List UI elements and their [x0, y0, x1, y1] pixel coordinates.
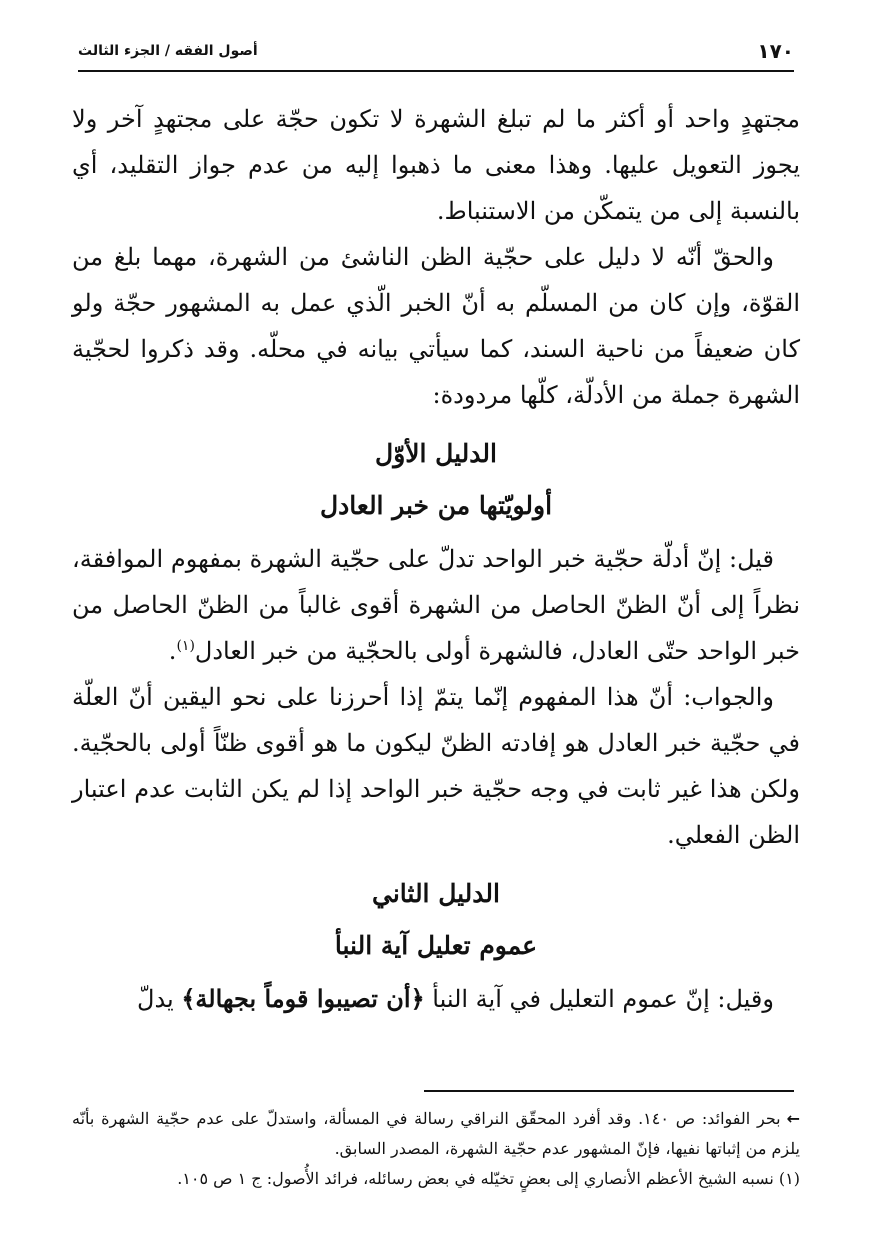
section-heading-second-proof: الدليل الثاني	[371, 879, 500, 908]
page-header	[78, 34, 794, 68]
footnote-divider	[424, 1090, 794, 1092]
page-number: ١٧٠	[757, 39, 794, 63]
paragraph-5	[72, 976, 800, 1022]
running-title: أصول الفقه / الجزء الثالث	[78, 43, 258, 59]
footnote-continued	[72, 1104, 800, 1164]
footnote-continued-text: بحر الفوائد: ص ١٤٠. وقد أفرد المحقّق النراقي رسالة في المسألة، واستدلّ على عدم حجّية الشهرة بأنّه يلزم من إثباتها نفيها، فإنّ المشهور عدم حجّية الشهرة، المصدر السابق.	[72, 1109, 800, 1158]
paragraph-3	[72, 536, 800, 674]
paragraph-1: مجتهدٍ واحد أو أكثر ما لم تبلغ الشهرة لا تكون حجّة على مجتهدٍ آخر ولا يجوز التعويل عليها. وهذا معنى ما ذهبوا إليه من عدم جواز التقليد، أي بالنسبة إلى من يتمكّن من الاستنباط.	[72, 105, 800, 225]
continuation-arrow-icon: ←	[786, 1109, 801, 1128]
section-heading-first-proof: الدليل الأوّل	[375, 439, 497, 468]
paragraph-5-text: وقيل: إنّ عموم التعليل في آية النبأ	[424, 985, 774, 1013]
footnote-1	[72, 1164, 800, 1194]
footnotes	[72, 1104, 800, 1194]
main-text	[72, 96, 800, 1022]
footnote-1-text: نسبه الشيخ الأعظم الأنصاري إلى بعضٍ تخيّله في بعض رسائله، فرائد الأُصول: ج ١ ص ١٠٥.	[177, 1169, 774, 1188]
paragraph-5-end: يدلّ	[137, 985, 182, 1013]
quran-quote: ﴿أن تصيبوا قوماً بجهالة﴾	[181, 984, 425, 1013]
section-subheading-priority: أولويّتها من خبر العادل	[319, 491, 553, 520]
section-subheading-naba-verse: عموم تعليل آية النبأ	[334, 931, 538, 960]
header-divider	[78, 70, 794, 72]
paragraph-4: والجواب: أنّ هذا المفهوم إنّما يتمّ إذا أحرزنا على نحو اليقين أنّ العلّة في حجّية خبر العادل هو إفادته الظنّ ليكون ما هو أقوى ظنّاً أولى بالحجّية. ولكن هذا غير ثابت في وجه حجّية خبر الواحد إذا لم يكن الثابت عدم اعتبار الظن الفعلي.	[72, 683, 800, 849]
footnote-1-marker: (١)	[778, 1169, 800, 1188]
paragraph-3-text: قيل: إنّ أدلّة حجّية خبر الواحد تدلّ على حجّية الشهرة بمفهوم الموافقة، نظراً إلى أنّ الظنّ الحاصل من الشهرة أقوى غالباً من الظنّ الحاصل من خبر الواحد حتّى العادل، فالشهرة أولى بالحجّية من خبر العادل	[72, 545, 800, 665]
footnote-reference-1[interactable]: (١)	[176, 638, 195, 654]
paragraph-3-end: .	[168, 637, 177, 665]
paragraph-2: والحقّ أنّه لا دليل على حجّية الظن الناشئ من الشهرة، مهما بلغ من القوّة، وإن كان من المسلّم به أنّ الخبر الّذي عمل به المشهور حجّة ولو كان ضعيفاً من ناحية السند، كما سيأتي بيانه في محلّه. وقد ذكروا لحجّية الشهرة جملة من الأدلّة، كلّها مردودة:	[72, 243, 800, 409]
